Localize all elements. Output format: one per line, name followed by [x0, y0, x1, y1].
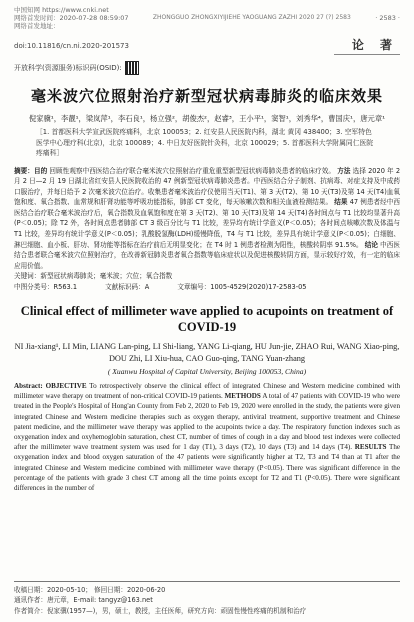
- en-methods-label: METHODS: [224, 392, 261, 401]
- doi[interactable]: doi:10.11816/cn.ni.2020-201573: [14, 41, 129, 50]
- section-tag: 论 著: [334, 36, 400, 55]
- conclusion-text: 中西医结合患者联合毫米波穴位照射治疗，在改善新冠肺炎患者氧合指数等临床症状以及促进核酸转阴方面，显示较好疗效，有一定的临床应用价值。: [14, 240, 400, 270]
- en-methods-text: A total of 47 patients with COVID-19 who were treated in the People's Hospital of Hong'an County from Feb 2, 2020 to Feb 19, 2020 were enrolled in the study, the patients were given integrated Chinese and Western medicine therapies such as oxygen therapy, antiviral treatment, supportive treatment and Chinese patent medicine, and the millimeter wave therapy was applied to the acupoints twice a day. The respiratory function indexes such as oxygenation index and oxyhemoglobin saturation, chest CT, number of times of cough in a day and blood test indexes were collected after the millimeter wave treatment system was used for 1 day (T1), 3 days (T2), 10 days (T3) and 14 days (T4).: [14, 392, 400, 452]
- english-authors: NI Jia-xiang¹, LI Min, LIANG Lan-ping, LI Shi-liang, YANG Li-qiang, HU Jun-jie, ZHAO Rui, WANG Xiao-ping, DOU Zhi, LI Xiu-hua, CAO Guo-qing, TANG Yuan-zhang: [14, 342, 400, 364]
- english-affiliation: ( Xuanwu Hospital of Capital University, Beijing 100053, China): [107, 367, 307, 377]
- en-objective-text: To retrospectively observe the clinical effect of integrated Chinese and Western medicine combined with millimeter wave therapy on treatment of non-critical COVID-19 patients.: [14, 382, 400, 401]
- conclusion-label: 结论: [364, 240, 379, 249]
- article-number: 文章编号：1005-4529(2020)17-2583-05: [177, 283, 307, 292]
- method-text: 选择 2020 年 2 月 2 日—2 月 19 日湖北省红安县人民医院收治的 47 例新型冠状病毒肺炎患者。中西医结合分子制剂、抗病毒、对症支持及中成药口服治疗，并每日给予 2 次毫米波穴位治疗。收集患者毫米波治疗仪使用当天(T1)、第 3 天(T2)、第 10 天(T3)及第 14 天(T4)血氧饱和度、氧合指数、血常规和肝肾功能等呼吸功能指标，肺部 CT 变化，每天咳嗽次数和相关血液检测结果。: [14, 166, 401, 207]
- page-number: · 2583 ·: [375, 14, 400, 22]
- osid-label: 开放科学(资源服务)标识码(OSID):: [14, 64, 122, 72]
- en-abstract-label: Abstract:: [14, 382, 43, 391]
- clc-number: 中图分类号：R563.1: [14, 283, 78, 292]
- document-code: 文献标识码：A: [105, 283, 150, 292]
- result-text: 47 例患者经中西医结合治疗联合毫米波治疗后，氧合指数及血氧饱和度在第 3 天(T2)、第 10 天(T3)及第 14 天(T4)各时间点与 T1 比较均显著升高(P＜0.05)；除 T2 外，各时间点患者肺部 CT 3 级百分比与 T1 比较，差异均有统计学意义(P＜0.05)；各时间点咳嗽次数及体温与 T1 比较，差异均有统计学意义(P＜0.05)；乳酸脱氢酶(LDH)缓慢降低，T4 与 T1 比较，差异具有统计学意义(P＜0.05)；白细胞、淋巴细胞、血小板、肝功、肾功能等指标在治疗前后无明显变化；在 T4 时 1 例患者检测为阳性，核酸转阴率 91.5%。: [14, 198, 400, 249]
- received-date: 收稿日期：2020-05-10；: [14, 585, 92, 594]
- chinese-keywords: 关键词：新型冠状病毒肺炎；毫米波；穴位；氧合指数: [14, 272, 173, 281]
- corresponding-author: 通讯作者：唐元章，E-mail: tangyz@163.net: [14, 596, 153, 604]
- classification-row: [14, 282, 400, 293]
- osid-row: [14, 61, 400, 75]
- doi-row: [14, 36, 400, 55]
- method-label: 方法: [337, 166, 351, 175]
- objective-label: 目的: [33, 166, 48, 175]
- result-label: 结果: [334, 198, 348, 207]
- chinese-abstract: [14, 166, 400, 272]
- revised-date: 修回日期：2020-06-20: [94, 585, 166, 594]
- english-title: Clinical effect of millimeter wave applied to acupoints on treatment of COVID-19: [20, 304, 394, 335]
- english-abstract: [14, 381, 400, 493]
- author-bio: 作者简介：倪家骥(1957—)，男，硕士，教授，主任医师，研究方向：顽固性慢性疼痛的机制和治疗: [14, 606, 307, 615]
- journal-running-title: ZHONGGUO ZHONGXIYIJIEHE YAOGUANG ZAZHI 2020 27 (?) 2583: [152, 14, 351, 21]
- footnote: [14, 581, 400, 617]
- en-objective-label: OBJECTIVE: [45, 382, 87, 391]
- header-line-1: 中国知网 https://www.cnki.net: [14, 6, 109, 14]
- en-results-label: RESULTS: [354, 443, 387, 452]
- page-header: [14, 6, 400, 32]
- qr-code-icon[interactable]: [125, 61, 139, 75]
- header-line-2: 网络首发时间：2020-07-28 08:59:07: [14, 14, 129, 22]
- objective-text: 回顾性观察中西医结合治疗联合毫米波穴位照射治疗重危重型新型冠状病毒肺炎患者的临床疗效。: [49, 166, 336, 175]
- chinese-authors: 倪家骥¹，李靓¹，梁岚萍¹，李石良¹，杨立强²，胡俊杰²，赵睿³，王小平¹，窦智¹，刘秀华⁴，曹国庆¹，唐元章¹: [28, 114, 386, 123]
- header-line-3: 网络首发地址：: [14, 22, 60, 30]
- publication-info: [14, 6, 129, 30]
- chinese-title: 毫米波穴位照射治疗新型冠状病毒肺炎的临床效果: [30, 87, 383, 105]
- abstract-label: 摘要：: [14, 166, 34, 175]
- en-results-text: The oxygenation index and blood oxygen saturation of the 47 patients were significantly higher at T2, T3 and T4 than at T1 after the integrated Chinese and Western medicine combined with millimeter wave therapy (P<0.05). There was significant difference in the percentage of the patients with grade 3 chest CT among all the time points except for T2 and T1 (P<0.05). There were significant differences in the number of: [14, 443, 401, 493]
- chinese-affiliations: ［1. 首都医科大学宣武医院疼痛科，北京 100053；2. 红安县人民医院内科，湖北 黄冈 438400；3. 空军特色医学中心理疗科(北京)，北京 100089；4. 中日友好医院针灸科，北京 100029；5. 首都医科大学附属同仁医院疼痛科］: [36, 128, 374, 157]
- dates-row: [14, 585, 400, 596]
